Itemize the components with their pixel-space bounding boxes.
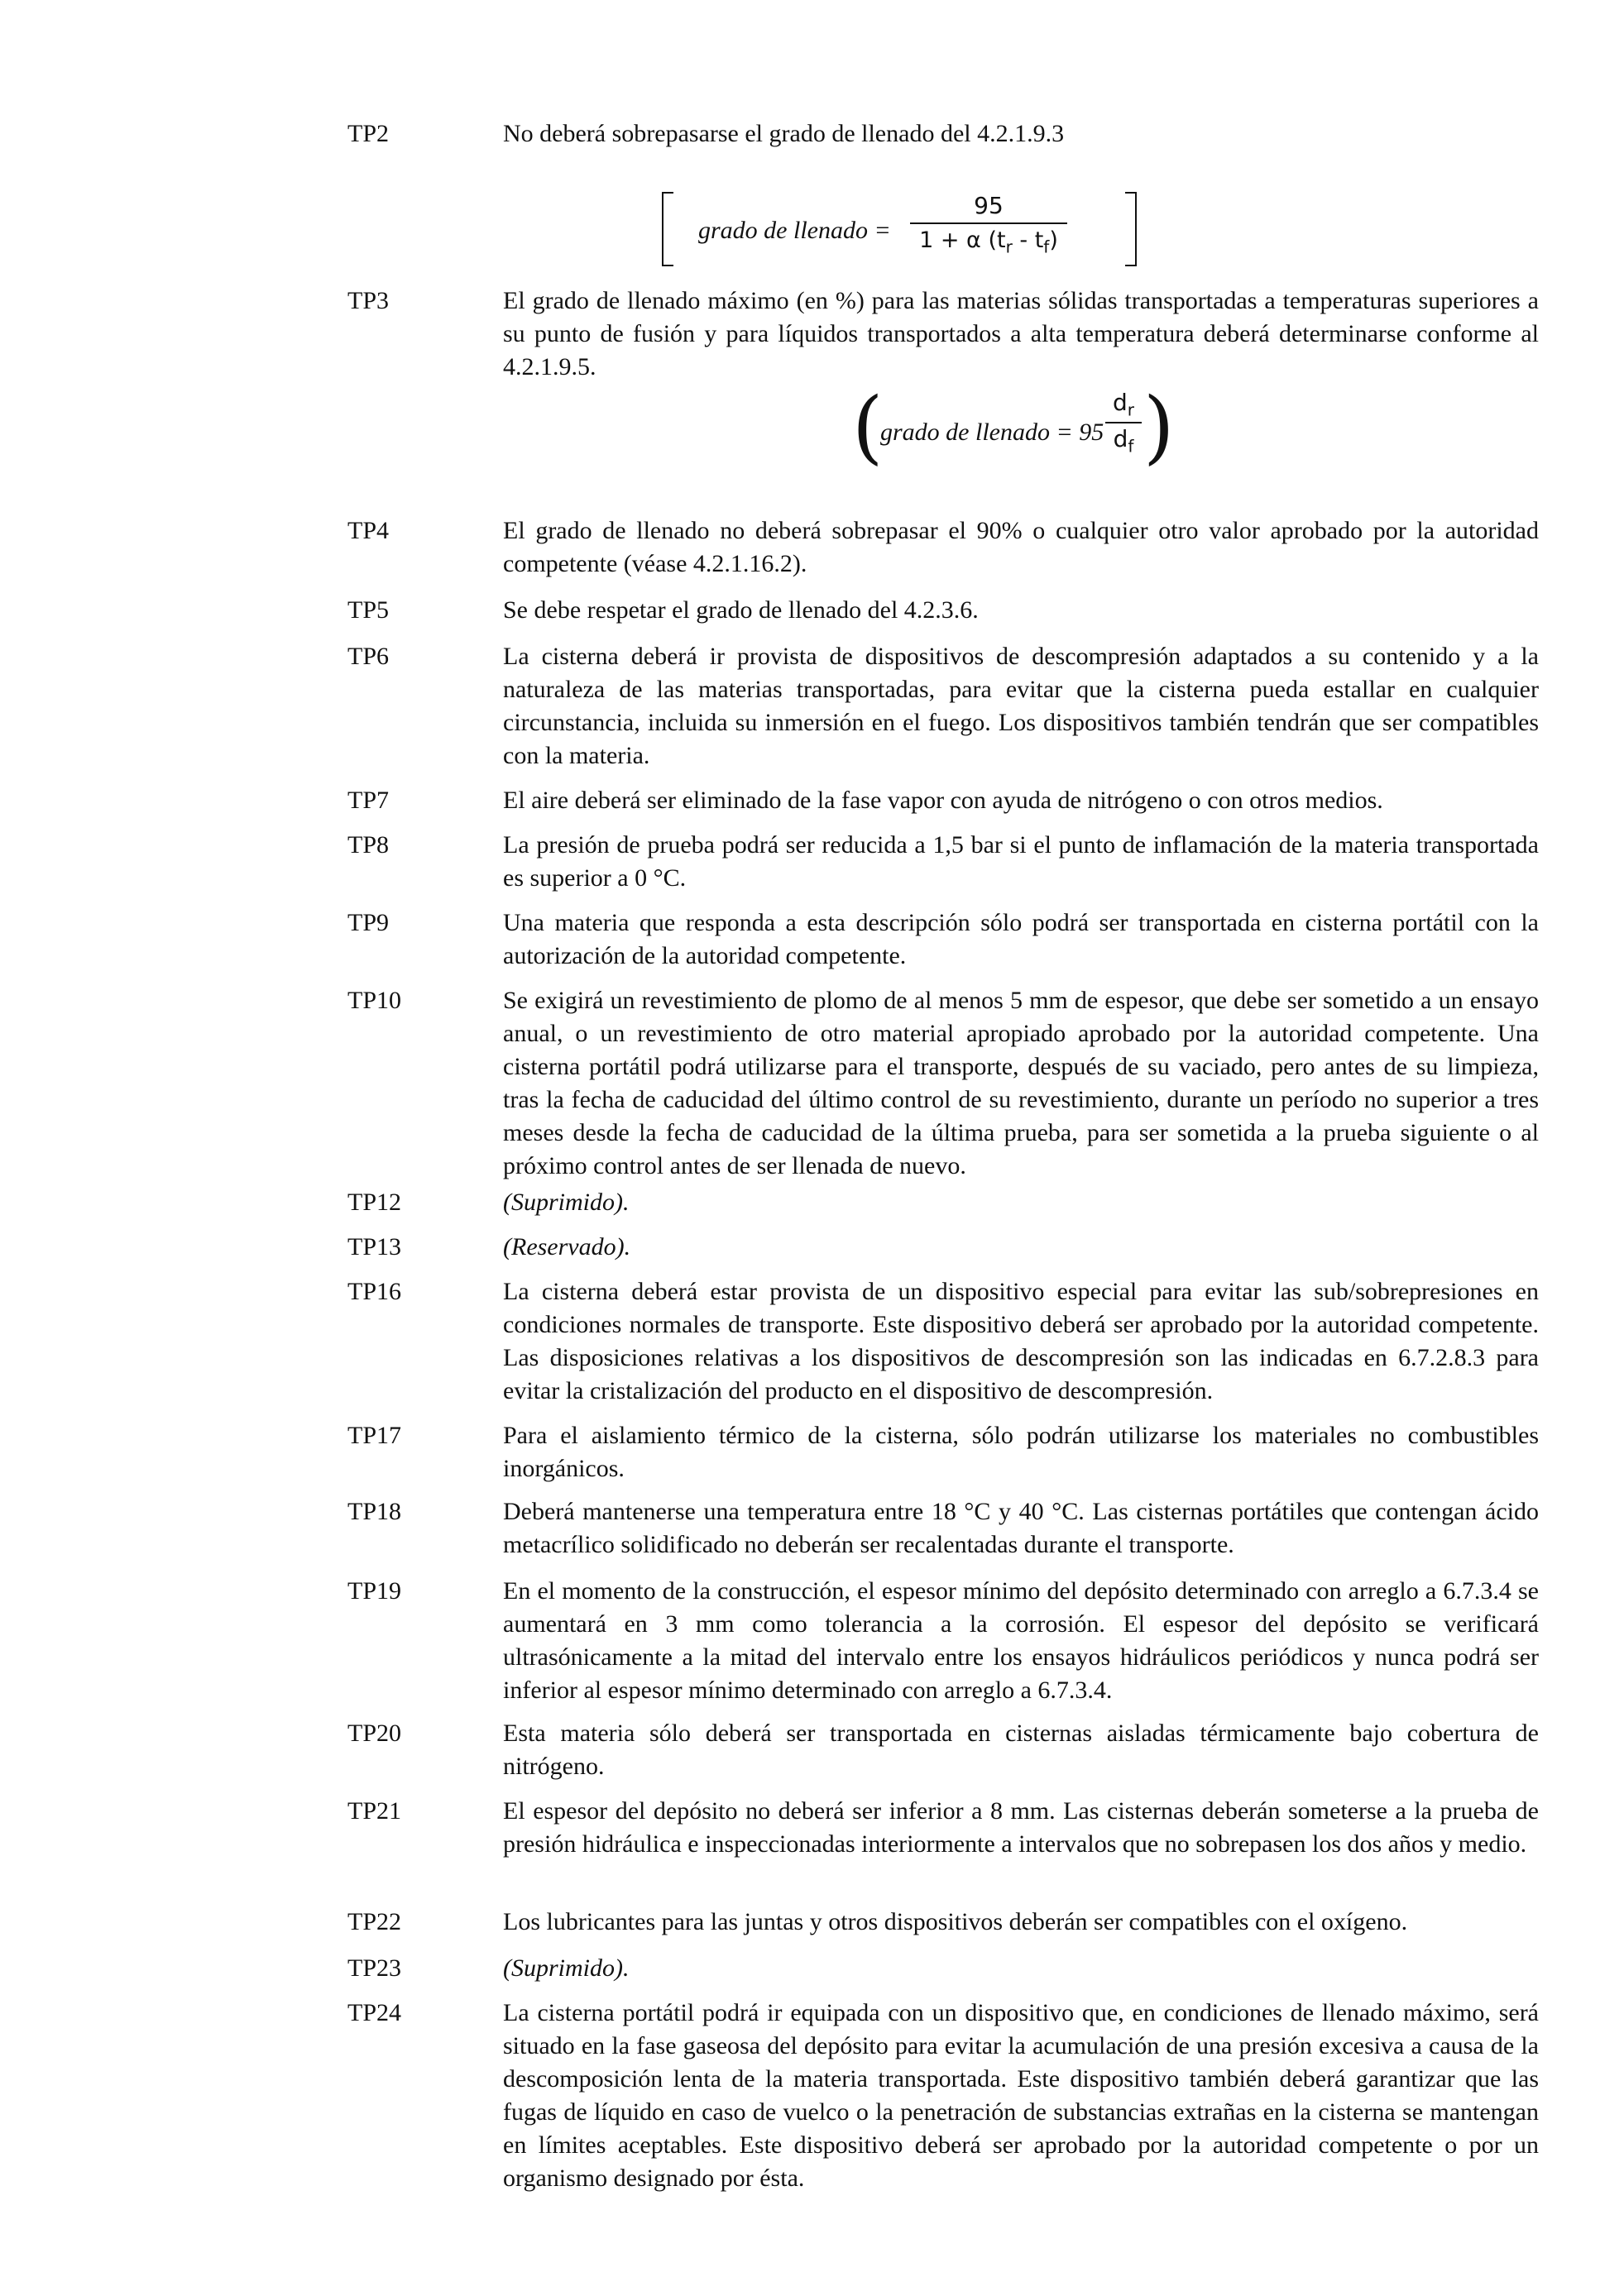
formula-2-numerator: $d_r$ xyxy=(1105,389,1142,423)
formula-2-fraction xyxy=(1105,389,1142,456)
entry-text: (Suprimido). xyxy=(503,1189,630,1216)
entry-code: TP7 xyxy=(347,787,390,814)
entry-code: TP22 xyxy=(347,1908,402,1935)
entry-code: TP3 xyxy=(347,287,390,314)
entry-code: TP9 xyxy=(347,909,390,936)
entry-text: La presión de prueba podrá ser reducida a 1,5 bar si el punto de inflamación de la materia transportada es superior a 0 °C. xyxy=(503,831,1539,892)
formula-1-label: grado de llenado = xyxy=(698,217,891,244)
entry-text: Los lubricantes para las juntas y otros dispositivos deberán ser compatibles con el oxígeno. xyxy=(503,1908,1408,1935)
formula-1-denominator: 1 + α $(t_r - t_f)$ xyxy=(919,227,1058,257)
formula-1-label-wrap xyxy=(698,217,891,245)
right-paren: ) xyxy=(1143,380,1175,473)
formula-1-fraction xyxy=(910,192,1067,256)
entry-code: TP16 xyxy=(347,1278,402,1305)
entry-text: Para el aislamiento térmico de la cisterna, sólo podrán utilizarse los materiales no combustibles inorgánicos. xyxy=(503,1422,1539,1482)
entry-code: TP19 xyxy=(347,1577,402,1605)
entry-text: Deberá mantenerse una temperatura entre 18 °C y 40 °C. Las cisternas portátiles que contengan ácido metacrílico solidificado no deberán ser recalentadas durante el transporte. xyxy=(503,1498,1539,1558)
formula-1-numerator: 95 xyxy=(910,192,1067,224)
left-paren: ( xyxy=(852,380,884,473)
entry-text: No deberá sobrepasarse el grado de llenado del 4.2.1.9.3 xyxy=(503,120,1065,147)
formula-2-denominator: $d_f$ xyxy=(1113,424,1134,457)
left-bracket xyxy=(662,192,673,266)
entry-code: TP17 xyxy=(347,1422,402,1449)
entry-code: TP6 xyxy=(347,643,390,670)
entry-code: TP12 xyxy=(347,1189,402,1216)
entry-text: El aire deberá ser eliminado de la fase vapor con ayuda de nitrógeno o con otros medios. xyxy=(503,787,1383,814)
formula-2-label-wrap xyxy=(880,419,1104,447)
fill-degree-formula-1 xyxy=(662,189,1142,280)
entry-text: Se exigirá un revestimiento de plomo de al menos 5 mm de espesor, que debe ser sometido a un ensayo anual, o un revestimiento de otro material apropiado aprobado por la autoridad competente. Una cisterna portátil podrá utilizarse para el transporte, después de su vaciado, pero antes de su limpieza, tras la fecha de caducidad del último control de su revestimiento, durante un período no superior a tres meses desde la fecha de caducidad de la última prueba, para ser sometida a la prueba siguiente o al próximo control antes de ser llenada de nuevo. xyxy=(503,987,1539,1179)
entry-text: La cisterna deberá ir provista de dispositivos de descompresión adaptados a su contenido y a la naturaleza de las materias transportadas, para evitar que la cisterna pueda estallar en cualquier circunstancia, incluida su inmersión en el fuego. Los dispositivos también tendrán que ser compatibles con la materia. xyxy=(503,643,1539,769)
entry-text: (Reservado). xyxy=(503,1233,631,1260)
entry-text: Una materia que responda a esta descripción sólo podrá ser transportada en cisterna portátil con la autorización de la autoridad competente. xyxy=(503,909,1539,969)
entry-text: El espesor del depósito no deberá ser inferior a 8 mm. Las cisternas deberán someterse a la prueba de presión hidráulica e inspeccionadas interiormente a intervalos que no sobrepasen los dos años y medio. xyxy=(503,1797,1539,1858)
entry-code: TP18 xyxy=(347,1498,402,1525)
entry-code: TP2 xyxy=(347,120,390,147)
entry-code: TP13 xyxy=(347,1233,402,1260)
right-bracket xyxy=(1125,192,1137,266)
entry-text: Esta materia sólo deberá ser transportada en cisternas aisladas térmicamente bajo cobertura de nitrógeno. xyxy=(503,1720,1539,1780)
entry-code: TP24 xyxy=(347,1999,402,2026)
fill-degree-formula-2 xyxy=(852,380,1175,480)
entry-text: La cisterna deberá estar provista de un dispositivo especial para evitar las sub/sobrepresiones en condiciones normales de transporte. Este dispositivo deberá ser aprobado por la autoridad competente. Las disposiciones relativas a los dispositivos de descompresión son las indicadas en 6.7.2.8.3 para evitar la cristalización del producto en el dispositivo de descompresión. xyxy=(503,1278,1539,1404)
entry-code: TP4 xyxy=(347,517,390,544)
entry-text: La cisterna portátil podrá ir equipada con un dispositivo que, en condiciones de llenado máximo, será situado en la fase gaseosa del depósito para evitar la acumulación de una presión excesiva a causa de la descomposición lenta de la materia transportada. Este dispositivo también deberá garantizar que las fugas de líquido en caso de vuelco o la penetración de substancias extrañas en la cisterna se mantengan en límites aceptables. Este dispositivo deberá ser aprobado por la autoridad competente o por un organismo designado por ésta. xyxy=(503,1999,1539,2192)
entry-code: TP8 xyxy=(347,831,390,859)
entry-text: El grado de llenado no deberá sobrepasar el 90% o cualquier otro valor aprobado por la autoridad competente (véase 4.2.1.16.2). xyxy=(503,517,1539,577)
entry-text: (Suprimido). xyxy=(503,1954,630,1982)
entry-text: El grado de llenado máximo (en %) para las materias sólidas transportadas a temperaturas superiores a su punto de fusión y para líquidos transportados a alta temperatura deberá determinarse conforme al 4.2.1.9.5. xyxy=(503,287,1539,380)
entry-code: TP10 xyxy=(347,987,402,1014)
formula-2-label: grado de llenado = 95 xyxy=(880,419,1104,446)
entry-text: En el momento de la construcción, el espesor mínimo del depósito determinado con arreglo a 6.7.3.4 se aumentará en 3 mm como tolerancia a la corrosión. El espesor del depósito se verificará ultrasónicamente a la mitad del intervalo entre los ensayos hidráulicos periódicos y nunca podrá ser inferior al espesor mínimo determinado con arreglo a 6.7.3.4. xyxy=(503,1577,1539,1704)
entry-text: Se debe respetar el grado de llenado del 4.2.3.6. xyxy=(503,596,979,624)
entry-code: TP23 xyxy=(347,1954,402,1982)
entry-code: TP20 xyxy=(347,1720,402,1747)
entry-code: TP5 xyxy=(347,596,390,624)
entry-code: TP21 xyxy=(347,1797,402,1825)
